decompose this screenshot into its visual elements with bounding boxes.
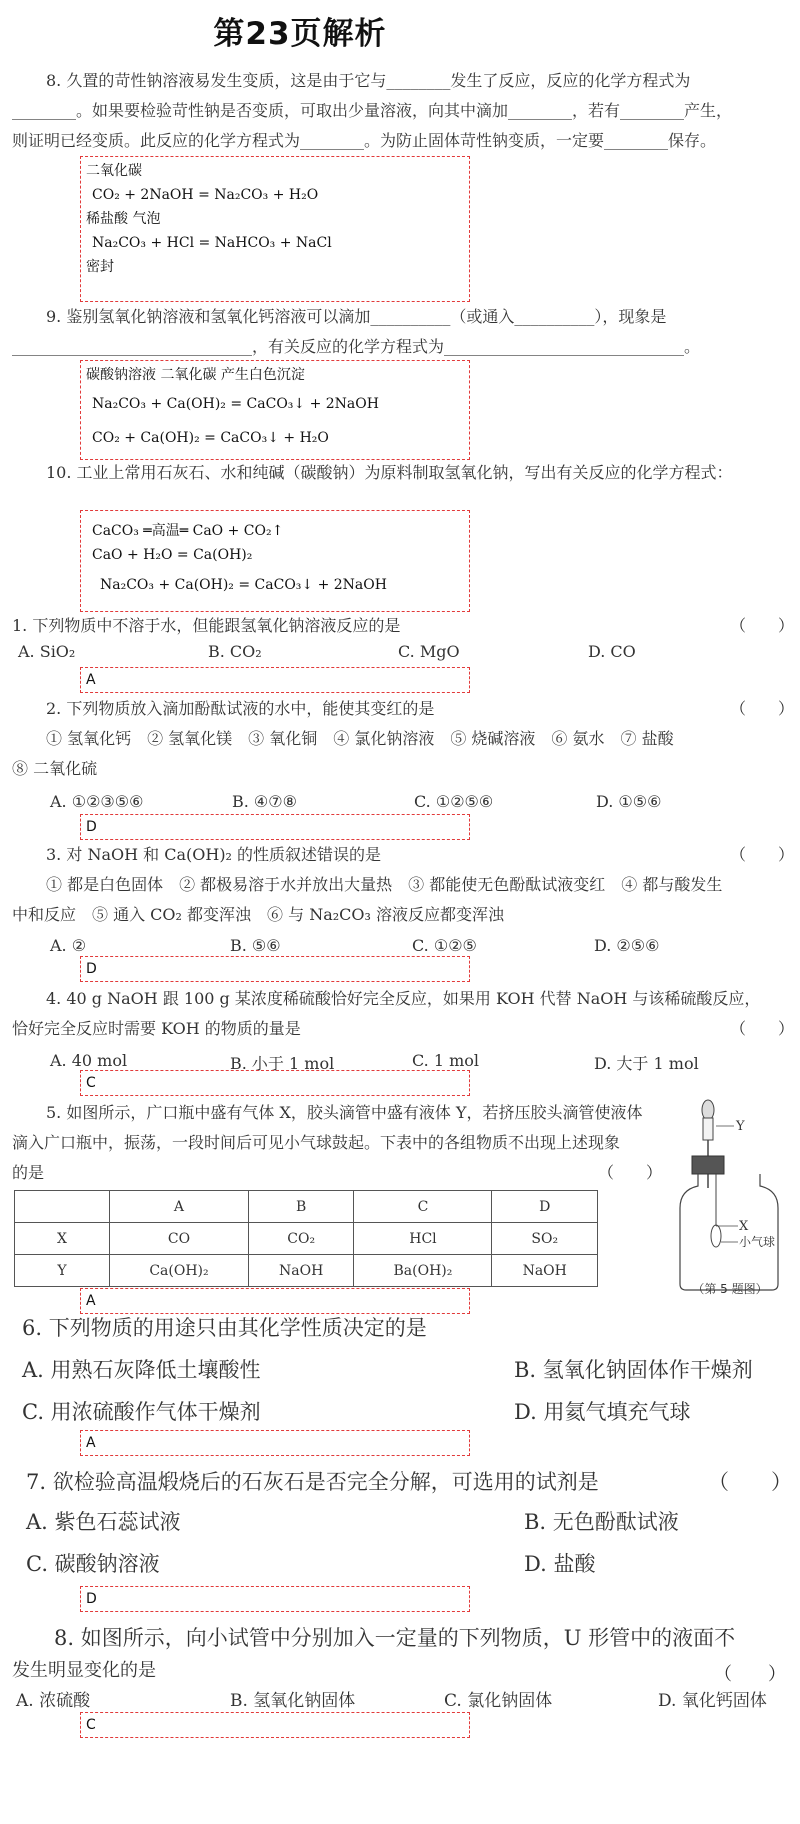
answer-box <box>80 360 470 460</box>
question-text: 的是 <box>12 1163 45 1182</box>
table-cell: CO <box>110 1223 249 1255</box>
answer-letter: D <box>86 1591 97 1607</box>
answer-paren: （ ） <box>729 845 794 864</box>
option-d: D. 氧化钙固体 <box>658 1691 767 1711</box>
option-a: A. SiO₂ <box>18 642 76 661</box>
answer-equation: Na₂CO₃ + Ca(OH)₂ = CaCO₃↓ + 2NaOH <box>92 396 379 412</box>
answer-letter: D <box>86 961 97 977</box>
answer-equation: CaO + H₂O = Ca(OH)₂ <box>92 547 253 563</box>
table-cell: B <box>248 1191 354 1223</box>
question-items: ⑧ 二氧化硫 <box>12 759 98 778</box>
options <box>26 1504 792 1594</box>
table-cell: NaOH <box>492 1255 598 1287</box>
question-text: 5. 如图所示，广口瓶中盛有气体 X，胶头滴管中盛有液体 Y，若挤压胶头滴管使液体 <box>46 1103 643 1122</box>
answer-equation: CO₂ + 2NaOH = Na₂CO₃ + H₂O <box>92 187 319 203</box>
question-text: ______________________________，有关反应的化学方程式为______________________________。 <box>12 337 701 356</box>
question-text: 1. 下列物质中不溶于水，但能跟氢氧化钠溶液反应的是 <box>12 616 401 635</box>
option-d: D. ②⑤⑥ <box>594 936 660 955</box>
figure-label-y: Y <box>736 1119 745 1134</box>
option-c: C. 用浓硫酸作气体干燥剂 <box>22 1400 261 1424</box>
table-cell: Y <box>15 1255 110 1287</box>
option-c: C. 氯化钠固体 <box>444 1691 553 1711</box>
table-cell: C <box>354 1191 492 1223</box>
answer-letter: C <box>86 1075 96 1091</box>
answer-letter: D <box>86 819 97 835</box>
question-items: ① 氢氧化钙 ② 氢氧化镁 ③ 氧化铜 ④ 氯化钠溶液 ⑤ 烧碱溶液 ⑥ 氨水 ⑦ 盐酸 <box>46 729 674 748</box>
option-c: C. 1 mol <box>412 1051 480 1070</box>
question-text: 9. 鉴别氢氧化钠溶液和氢氧化钙溶液可以滴加__________（或通入__________），现象是 <box>46 307 667 326</box>
question-10 <box>12 458 788 488</box>
answer-box <box>80 1070 470 1096</box>
table-cell: Ca(OH)₂ <box>110 1255 249 1287</box>
question-text: 8. 如图所示，向小试管中分别加入一定量的下列物质，U 形管中的液面不 <box>54 1626 736 1650</box>
option-a: A. ①②③⑤⑥ <box>50 792 144 811</box>
table-cell <box>15 1191 110 1223</box>
table-cell: SO₂ <box>492 1223 598 1255</box>
table-row <box>15 1223 598 1255</box>
answer-equation: Na₂CO₃ + Ca(OH)₂ = CaCO₃↓ + 2NaOH <box>100 577 387 593</box>
option-b: B. ④⑦⑧ <box>232 792 297 811</box>
question-text: 发生明显变化的是 <box>12 1660 156 1681</box>
option-c: C. MgO <box>398 642 460 661</box>
question-5-table <box>14 1190 598 1287</box>
option-b: B. 小于 1 mol <box>230 1054 335 1073</box>
answer-box <box>80 156 470 302</box>
question-items: ① 都是白色固体 ② 都极易溶于水并放出大量热 ③ 都能使无色酚酞试液变红 ④ 都与酸发生 <box>46 875 723 894</box>
answer-letter: A <box>86 1293 96 1309</box>
question-text: 4. 40 g NaOH 跟 100 g 某浓度稀硫酸恰好完全反应，如果用 KOH 代替 NaOH 与该稀硫酸反应， <box>46 989 761 1008</box>
mc-question-6 <box>12 1310 788 1346</box>
answer-letter: C <box>86 1717 96 1733</box>
answer-line: 二氧化碳 <box>86 163 142 179</box>
figure-caption: （第 5 题图） <box>692 1282 768 1296</box>
answer-paren: （ ） <box>597 1163 662 1182</box>
answer-letter: A <box>86 672 96 688</box>
table-cell: D <box>492 1191 598 1223</box>
figure-label-x: X <box>739 1219 749 1234</box>
mc-question-7 <box>12 1464 788 1500</box>
option-d: D. ①⑤⑥ <box>596 792 662 811</box>
option-d: D. 大于 1 mol <box>594 1054 699 1073</box>
table-row <box>15 1255 598 1287</box>
figure-label-balloon: 小气球 <box>739 1235 776 1249</box>
option-b: B. ⑤⑥ <box>230 936 281 955</box>
question-items: 中和反应 ⑤ 通入 CO₂ 都变浑浊 ⑥ 与 Na₂CO₃ 溶液反应都变浑浊 <box>12 905 505 924</box>
option-b: B. CO₂ <box>208 642 262 661</box>
mc-question-5 <box>12 1098 652 1188</box>
question-text: 8. 久置的苛性钠溶液易发生变质，这是由于它与________发生了反应，反应的化学方程式为 <box>46 71 691 90</box>
flask-balloon-illustration <box>668 1096 792 1296</box>
mc-question-1 <box>12 611 788 641</box>
table-cell: Ba(OH)₂ <box>354 1255 492 1287</box>
question-text: 则证明已经变质。此反应的化学方程式为________。为防止固体苛性钠变质，一定要________保存。 <box>12 131 717 150</box>
answer-line: 碳酸钠溶液 二氧化碳 产生白色沉淀 <box>86 367 305 383</box>
answer-box <box>80 1712 470 1738</box>
option-c: C. ①②⑤ <box>412 936 477 955</box>
answer-line: 稀盐酸 气泡 <box>86 211 161 227</box>
option-b: B. 氢氧化钠固体作干燥剂 <box>514 1358 753 1382</box>
mc-question-8 <box>12 1620 788 1686</box>
table-cell: CO₂ <box>248 1223 354 1255</box>
question-text: ________。如果要检验苛性钠是否变质，可取出少量溶液，向其中滴加________，若有________产生， <box>12 101 733 120</box>
answer-box <box>80 667 470 693</box>
answer-equation: CaCO₃ ═高温═ CaO + CO₂↑ <box>92 523 284 539</box>
question-text: 6. 下列物质的用途只由其化学性质决定的是 <box>22 1316 427 1340</box>
answer-box <box>80 1586 470 1612</box>
page-title: 第23页解析 <box>213 16 387 52</box>
question-text: 恰好完全反应时需要 KOH 的物质的量是 <box>12 1019 301 1038</box>
option-d: D. CO <box>588 642 636 661</box>
table-cell: X <box>15 1223 110 1255</box>
answer-letter: A <box>86 1435 96 1451</box>
option-a: A. ② <box>50 936 87 955</box>
answer-equation: Na₂CO₃ + HCl = NaHCO₃ + NaCl <box>92 235 332 251</box>
question-text: 7. 欲检验高温煅烧后的石灰石是否完全分解，可选用的试剂是 <box>26 1470 599 1494</box>
answer-box <box>80 510 470 612</box>
options <box>22 1352 792 1442</box>
option-a: A. 浓硫酸 <box>16 1691 91 1711</box>
question-9-fill <box>12 302 788 362</box>
table-header-row <box>15 1191 598 1223</box>
answer-paren: （ ） <box>729 616 794 635</box>
answer-paren: （ ） <box>714 1664 786 1685</box>
table-cell: HCl <box>354 1223 492 1255</box>
question-text: 滴入广口瓶中，振荡，一段时间后可见小气球鼓起。下表中的各组物质不出现上述现象 <box>12 1133 621 1152</box>
option-b: B. 无色酚酞试液 <box>524 1510 679 1534</box>
answer-equation: CO₂ + Ca(OH)₂ = CaCO₃↓ + H₂O <box>92 430 329 446</box>
question-text: 10. 工业上常用石灰石、水和纯碱（碳酸钠）为原料制取氢氧化钠，写出有关反应的化学方程式： <box>46 463 733 482</box>
option-a: A. 用熟石灰降低土壤酸性 <box>22 1358 261 1382</box>
mc-question-3 <box>12 840 788 930</box>
table-cell: NaOH <box>248 1255 354 1287</box>
answer-box <box>80 1430 470 1456</box>
question-text: 2. 下列物质放入滴加酚酞试液的水中，能使其变红的是 <box>46 699 435 718</box>
answer-box <box>80 956 470 982</box>
option-d: D. 盐酸 <box>524 1552 596 1576</box>
answer-paren: （ ） <box>729 1019 794 1038</box>
option-c: C. ①②⑤⑥ <box>414 792 494 811</box>
mc-question-4 <box>12 984 788 1044</box>
answer-line: 密封 <box>86 259 114 275</box>
question-8-fill <box>12 66 788 156</box>
option-a: A. 40 mol <box>50 1051 128 1070</box>
option-d: D. 用氦气填充气球 <box>514 1400 691 1424</box>
question-text: 3. 对 NaOH 和 Ca(OH)₂ 的性质叙述错误的是 <box>46 845 382 864</box>
answer-paren: （ ） <box>708 1470 792 1494</box>
mc-question-2 <box>12 694 788 784</box>
option-b: B. 氢氧化钠固体 <box>230 1691 356 1711</box>
answer-paren: （ ） <box>729 699 794 718</box>
option-a: A. 紫色石蕊试液 <box>26 1510 181 1534</box>
answer-box <box>80 814 470 840</box>
option-c: C. 碳酸钠溶液 <box>26 1552 160 1576</box>
bottle-dropper-figure <box>668 1096 792 1296</box>
table-cell: A <box>110 1191 249 1223</box>
